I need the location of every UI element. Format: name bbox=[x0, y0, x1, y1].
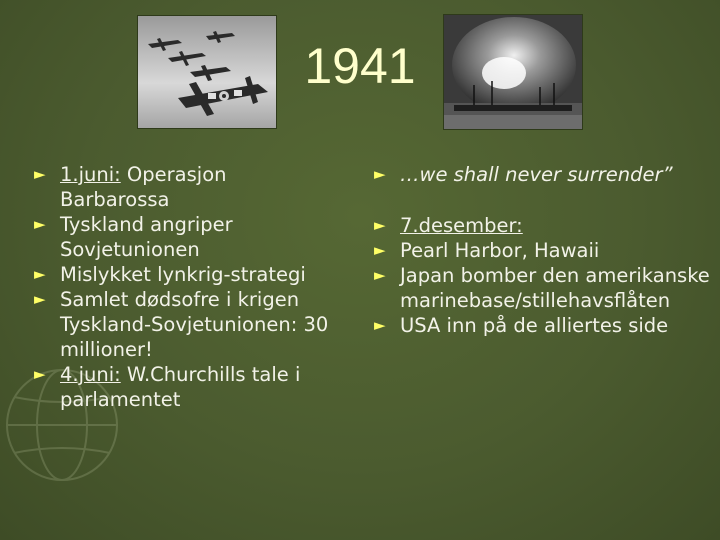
bullet-text: Samlet dødsofre i krigen Tyskland-Sovjetunionen: 30 millioner! bbox=[60, 288, 329, 361]
list-item bbox=[34, 287, 334, 362]
triangle-right-icon: ► bbox=[34, 265, 46, 283]
bullet-text: Mislykket lynkrig-strategi bbox=[60, 263, 306, 286]
triangle-right-icon: ► bbox=[34, 290, 46, 308]
list-item bbox=[374, 162, 714, 187]
list-item bbox=[374, 238, 714, 263]
triangle-right-icon: ► bbox=[34, 165, 46, 183]
bullet-text: Tyskland angriper Sovjetunionen bbox=[60, 213, 233, 261]
left-bullet-list bbox=[34, 162, 334, 412]
bullet-text: Pearl Harbor, Hawaii bbox=[400, 239, 600, 262]
bullet-text: W.Churchills tale i parlamentet bbox=[60, 363, 301, 411]
quote-text: …we shall never surrender” bbox=[400, 163, 673, 186]
triangle-right-icon: ► bbox=[374, 266, 386, 284]
bullet-text: Japan bomber den amerikanske marinebase/stillehavsflåten bbox=[400, 264, 710, 312]
list-item bbox=[34, 162, 334, 212]
date-label: 7.desember: bbox=[400, 214, 523, 237]
triangle-right-icon: ► bbox=[374, 316, 386, 334]
list-item bbox=[34, 362, 334, 412]
triangle-right-icon: ► bbox=[374, 216, 386, 234]
slide-title: 1941 bbox=[304, 38, 416, 94]
list-item bbox=[374, 213, 714, 238]
triangle-right-icon: ► bbox=[374, 241, 386, 259]
list-item bbox=[374, 263, 714, 313]
date-label: 4.juni: bbox=[60, 363, 121, 386]
triangle-right-icon: ► bbox=[34, 215, 46, 233]
right-bullet-list bbox=[374, 162, 714, 338]
triangle-right-icon: ► bbox=[374, 165, 386, 183]
bullet-text: USA inn på de alliertes side bbox=[400, 314, 669, 337]
list-item bbox=[34, 212, 334, 262]
triangle-right-icon: ► bbox=[34, 365, 46, 383]
list-item bbox=[374, 313, 714, 338]
bullet-text: Operasjon Barbarossa bbox=[60, 163, 227, 211]
date-label: 1.juni: bbox=[60, 163, 121, 186]
list-item bbox=[34, 262, 334, 287]
